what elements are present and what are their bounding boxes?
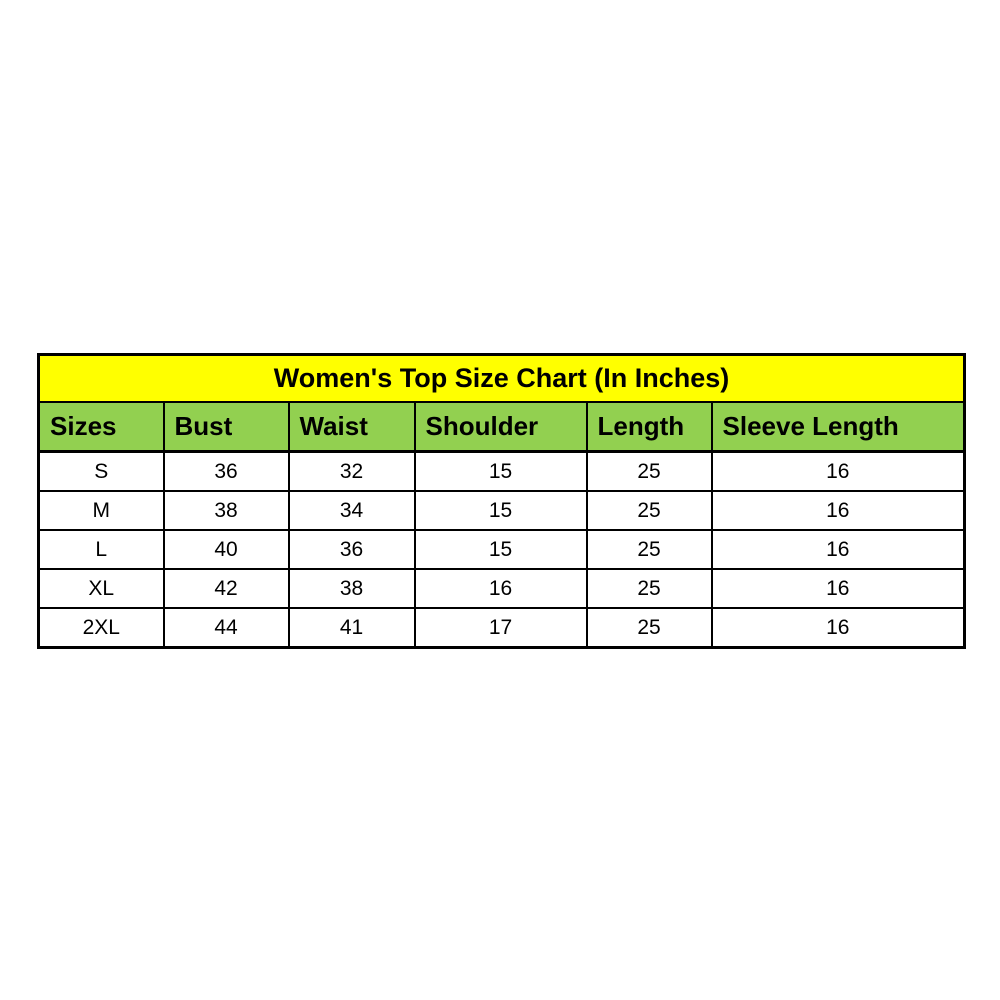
value-cell: 44 <box>164 608 289 648</box>
size-chart-table <box>37 353 966 649</box>
value-cell: 16 <box>712 452 965 492</box>
value-cell: 25 <box>587 530 712 569</box>
value-cell: 25 <box>587 491 712 530</box>
table-row-l <box>39 530 965 569</box>
value-cell: 25 <box>587 608 712 648</box>
value-cell: 15 <box>415 530 587 569</box>
size-cell: S <box>39 452 164 492</box>
column-header-waist: Waist <box>289 402 415 452</box>
column-header-sizes: Sizes <box>39 402 164 452</box>
table-row-2xl <box>39 608 965 648</box>
table-row-xl <box>39 569 965 608</box>
value-cell: 25 <box>587 452 712 492</box>
value-cell: 38 <box>289 569 415 608</box>
value-cell: 16 <box>712 491 965 530</box>
value-cell: 40 <box>164 530 289 569</box>
value-cell: 17 <box>415 608 587 648</box>
size-cell: XL <box>39 569 164 608</box>
value-cell: 15 <box>415 452 587 492</box>
value-cell: 36 <box>289 530 415 569</box>
size-cell: 2XL <box>39 608 164 648</box>
value-cell: 32 <box>289 452 415 492</box>
column-header-shoulder: Shoulder <box>415 402 587 452</box>
size-cell: L <box>39 530 164 569</box>
title-row <box>39 355 965 403</box>
table-title: Women's Top Size Chart (In Inches) <box>39 355 965 403</box>
column-header-sleeve-length: Sleeve Length <box>712 402 965 452</box>
value-cell: 15 <box>415 491 587 530</box>
column-header-bust: Bust <box>164 402 289 452</box>
value-cell: 34 <box>289 491 415 530</box>
column-header-length: Length <box>587 402 712 452</box>
header-row <box>39 402 965 452</box>
value-cell: 16 <box>415 569 587 608</box>
value-cell: 42 <box>164 569 289 608</box>
value-cell: 25 <box>587 569 712 608</box>
value-cell: 16 <box>712 608 965 648</box>
value-cell: 16 <box>712 569 965 608</box>
value-cell: 36 <box>164 452 289 492</box>
table-row-m <box>39 491 965 530</box>
value-cell: 41 <box>289 608 415 648</box>
size-cell: M <box>39 491 164 530</box>
table-row-s <box>39 452 965 492</box>
value-cell: 38 <box>164 491 289 530</box>
value-cell: 16 <box>712 530 965 569</box>
